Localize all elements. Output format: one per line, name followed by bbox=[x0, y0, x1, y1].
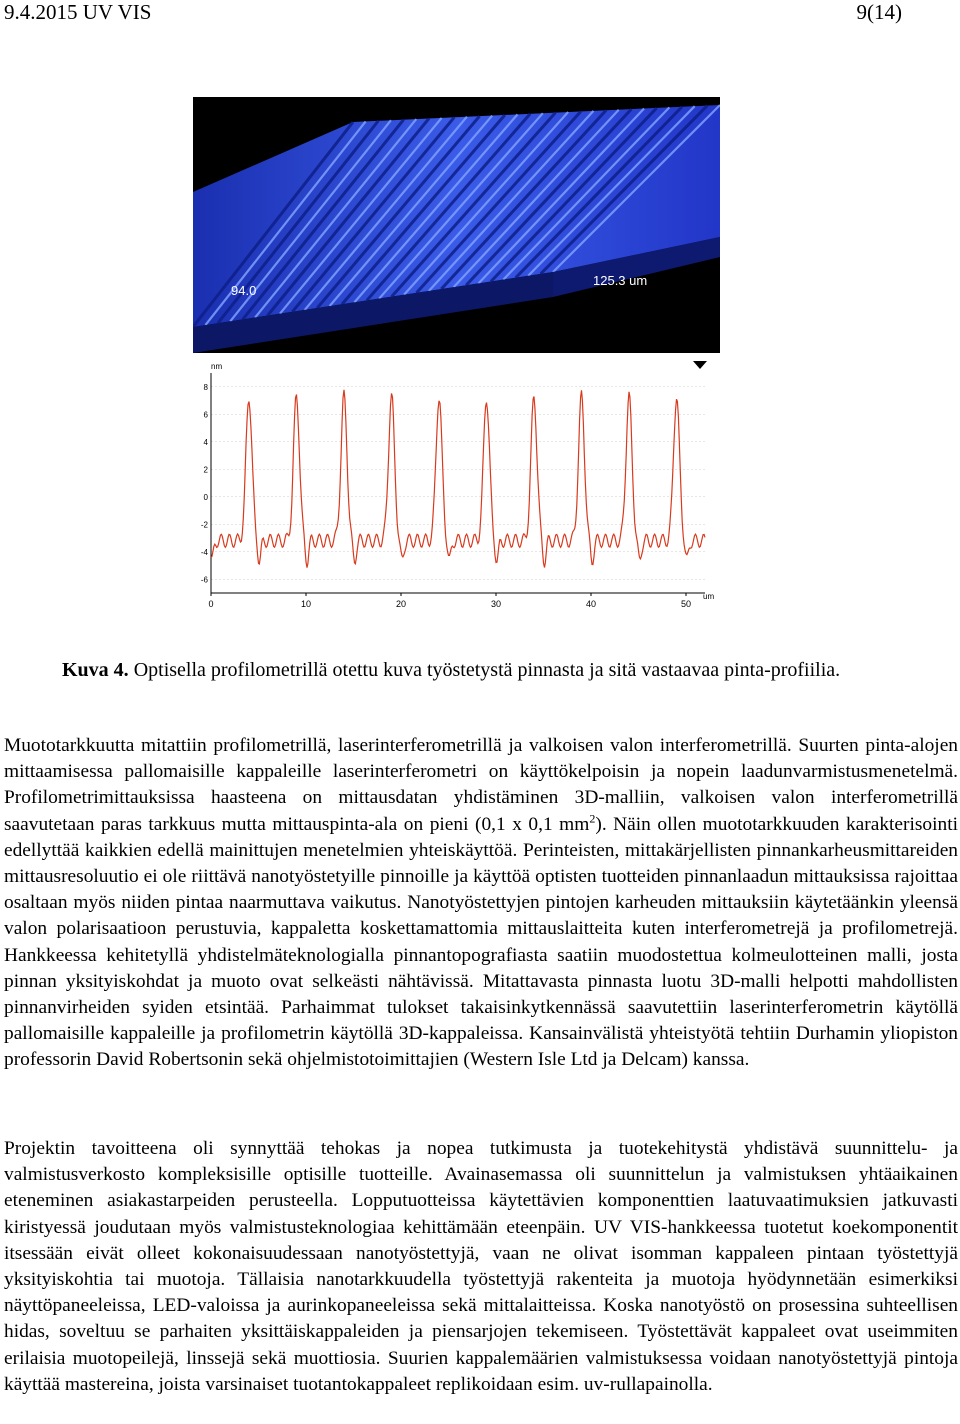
header-date-title: 9.4.2015 UV VIS bbox=[4, 0, 152, 24]
profile-y-tick-label: 0 bbox=[203, 492, 208, 502]
paragraph-project-goal: Projektin tavoitteena oli synnyttää tehokas ja nopea tutkimusta ja tuotekehitystä yhdistävä suunnittelu- ja valmistusverkosto kompleksisille optisille tuotteille. Avainasemassa oli suunnittelun ja valmistuksen yhtäaikainen eteneminen asiakastarpeiden perusteella. Lopputuotteissa käytettävien komponenttien laatuvaatimuksien jatkuvasti kiristyessä joudutaan myös valmistusteknologiaa kehittämään eteenpäin. UV VIS-hankkeessa tuotetut koekomponentit itsessään eivät olleet kokonaisuudessaan nanotyöstettyjä, vaan ne olivat isomman kappaleen pintaan työstettyjä yksityiskohtia tai muotoja. Tällaisia nanotarkkuudella työstettyjä rakenteita ja muotoja hyödynnetään esimerkiksi näyttöpaneeleissa, LED-valoissa ja aurinkopaneeleissa sekä mittalaitteissa. Koska nanotyöstö on prosessina suhteellisen hidas, soveltuu se parhaiten yksittäiskappaleiden ja piensarjojen tekemiseen. Työstettävät kappaleet ovat useimmiten erilaisia muotopeilejä, linssejä sekä muottiosia. Suurien kappalemäärien valmistuksessa voidaan nanotyöstettyjä pintoja käyttää mastereina, joista varsinaiset tuotantokappaleet replikoidaan esim. uv-rullapainolla. bbox=[4, 1138, 958, 1395]
header-page-number: 9(14) bbox=[856, 0, 902, 24]
profile-x-tick-label: 30 bbox=[490, 599, 502, 609]
paragraph-1-superscript: 2 bbox=[589, 811, 596, 826]
profile-y-tick-label: 4 bbox=[203, 437, 208, 447]
profile-y-tick-label: -2 bbox=[200, 520, 208, 530]
profile-y-tick-label: 2 bbox=[203, 465, 208, 475]
topography-surface bbox=[193, 97, 720, 353]
caption-label: Kuva 4. bbox=[62, 659, 129, 681]
paragraph-1-text-a: Muototarkkuutta mitattiin profilometrillä, laserinterferometrillä ja valkoisen valon interferometrillä. Suurten pinta-alojen mittaamisessa pallomaisille kappaleille laserinterferometri on käyttökelpoisin ja nopein laadunvarmistusmenetelmä. Profilometrimittauksissa haasteena on mittausdatan yhdistäminen 3D-malliin, valkoisen valon interferometrillä saavutetaan paras tarkkuus mutta mittauspinta-ala on pieni (0,1 x 0,1 mm bbox=[4, 735, 958, 835]
profile-x-tick-label: 20 bbox=[395, 599, 407, 609]
caption-text: Optisella profilometrillä otettu kuva työstetystä pinnasta ja sitä vastaavaa pinta-profiilia. bbox=[128, 659, 841, 681]
paragraph-measurement bbox=[4, 733, 958, 1074]
profile-x-tick-label: 40 bbox=[585, 599, 597, 609]
profile-svg bbox=[193, 353, 720, 625]
profile-x-tick-label: 10 bbox=[300, 599, 312, 609]
profile-x-tick-label: 50 bbox=[680, 599, 692, 609]
profile-x-unit: um bbox=[703, 592, 715, 601]
profile-y-tick-label: -4 bbox=[200, 547, 208, 557]
topography-label-right: 125.3 um bbox=[593, 273, 648, 288]
profile-y-tick-label: 6 bbox=[203, 410, 208, 420]
figure-caption bbox=[62, 658, 922, 683]
profile-y-tick-label: 8 bbox=[203, 382, 208, 392]
topography-label-left: 94.0 bbox=[231, 283, 257, 298]
profile-chart bbox=[193, 353, 720, 625]
topography-3d-image bbox=[193, 97, 720, 353]
profile-y-tick-label: -6 bbox=[200, 575, 208, 585]
profile-x-tick-label: 0 bbox=[208, 599, 214, 609]
profile-y-unit: nm bbox=[211, 362, 223, 371]
paragraph-1-text-b: ). Näin ollen muototarkkuuden karakterisointi edellyttää kaikkien edellä mainittujen menetelmien yhteiskäyttöä. Perinteisten, mittakärjellisten pinnankarheusmittareiden mittausresoluutio ei ole riittävä nanotyöstetyille pinnoille ja käyttöä optisten tuotteiden pinnanlaadun mittauksissa rajoittaa osaltaan myös niiden pintaa naarmuttava vaikutus. Nanotyöstettyjen pintojen karheuden mittauksiin käytetäänkin yleensä valon polarisaatioon perustuvia, kappaletta koskettamattomia mittauslaitteita kuten interferometrejä ja profilometrejä. Hankkeessa kehitetyllä yhdistelmäteknologialla pinnantopografiasta saatiin muodostettua kolmeulotteinen malli, josta pinnan yksityiskohdat ja muoto ovat selkeästi nähtävissä. Mitattavasta pinnasta luotu 3D-malli helpotti mahdollisten pinnanvirheiden syiden etsintää. Parhaimmat tulokset takaisinkytkennässä saavutettiin laserinterferometrin käytöllä pallomaisille kappaleille ja profilometrin käytöllä 3D-kappaleissa. Kansainvälistä yhteistyötä tehtiin Durhamin yliopiston professorin David Robertsonin sekä ohjelmistotoimittajien (Western Isle Ltd ja Delcam) kanssa. bbox=[4, 813, 958, 1071]
